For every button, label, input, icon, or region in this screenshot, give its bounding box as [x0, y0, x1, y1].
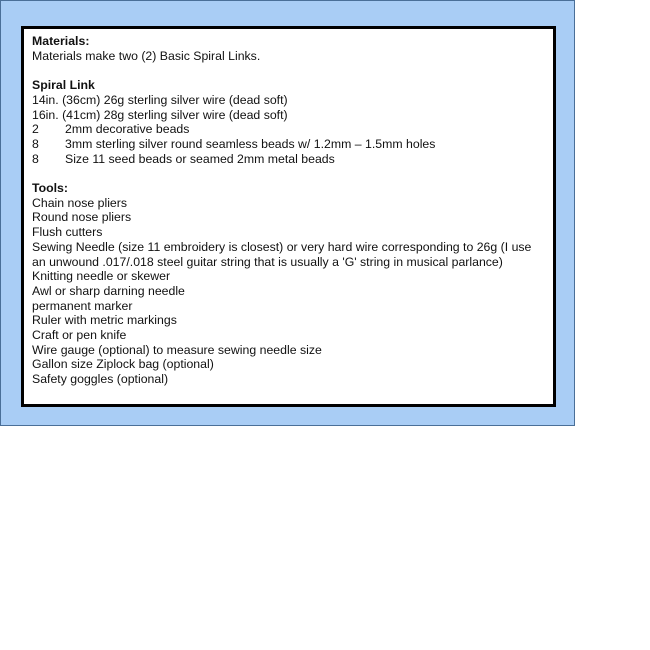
bead-quantity: 8 [32, 136, 39, 151]
tool-item: Flush cutters [32, 225, 103, 240]
tool-item: Sewing Needle (size 11 embroidery is closest) or very hard wire corresponding to 26g (I use an unwound .017/.018 steel guitar string that is usually a 'G' string in musical parlance) [32, 239, 532, 269]
tool-item: Round nose pliers [32, 210, 132, 225]
bead-quantity: 2 [32, 122, 39, 137]
tool-item: Knitting needle or skewer [32, 269, 171, 284]
wire-item: 14in. (36cm) 26g sterling silver wire (dead soft) [32, 92, 288, 107]
materials-intro: Materials make two (2) Basic Spiral Links. [32, 48, 261, 63]
spacer [32, 63, 553, 78]
tool-item: Awl or sharp darning needle [32, 283, 185, 298]
bead-item [32, 122, 553, 137]
materials-card [21, 26, 556, 407]
bead-item [32, 152, 553, 167]
tool-item: Ruler with metric markings [32, 313, 177, 328]
bead-description: Size 11 seed beads or seamed 2mm metal beads [65, 151, 335, 166]
bead-quantity: 8 [32, 151, 39, 166]
bead-description: 2mm decorative beads [65, 122, 190, 137]
tool-item: Gallon size Ziplock bag (optional) [32, 357, 214, 372]
tool-item: Chain nose pliers [32, 195, 128, 210]
tool-item: Safety goggles (optional) [32, 372, 169, 387]
tool-item: permanent marker [32, 298, 133, 313]
tool-item: Craft or pen knife [32, 328, 127, 343]
bead-description: 3mm sterling silver round seamless beads w/ 1.2mm – 1.5mm holes [65, 136, 436, 151]
tool-item: Wire gauge (optional) to measure sewing needle size [32, 342, 322, 357]
spacer [32, 166, 553, 181]
bead-item [32, 137, 553, 152]
materials-heading: Materials: [32, 34, 90, 48]
spiral-link-heading: Spiral Link [32, 78, 95, 93]
tools-heading: Tools: [32, 181, 68, 195]
wire-item: 16in. (41cm) 28g sterling silver wire (dead soft) [32, 107, 288, 122]
